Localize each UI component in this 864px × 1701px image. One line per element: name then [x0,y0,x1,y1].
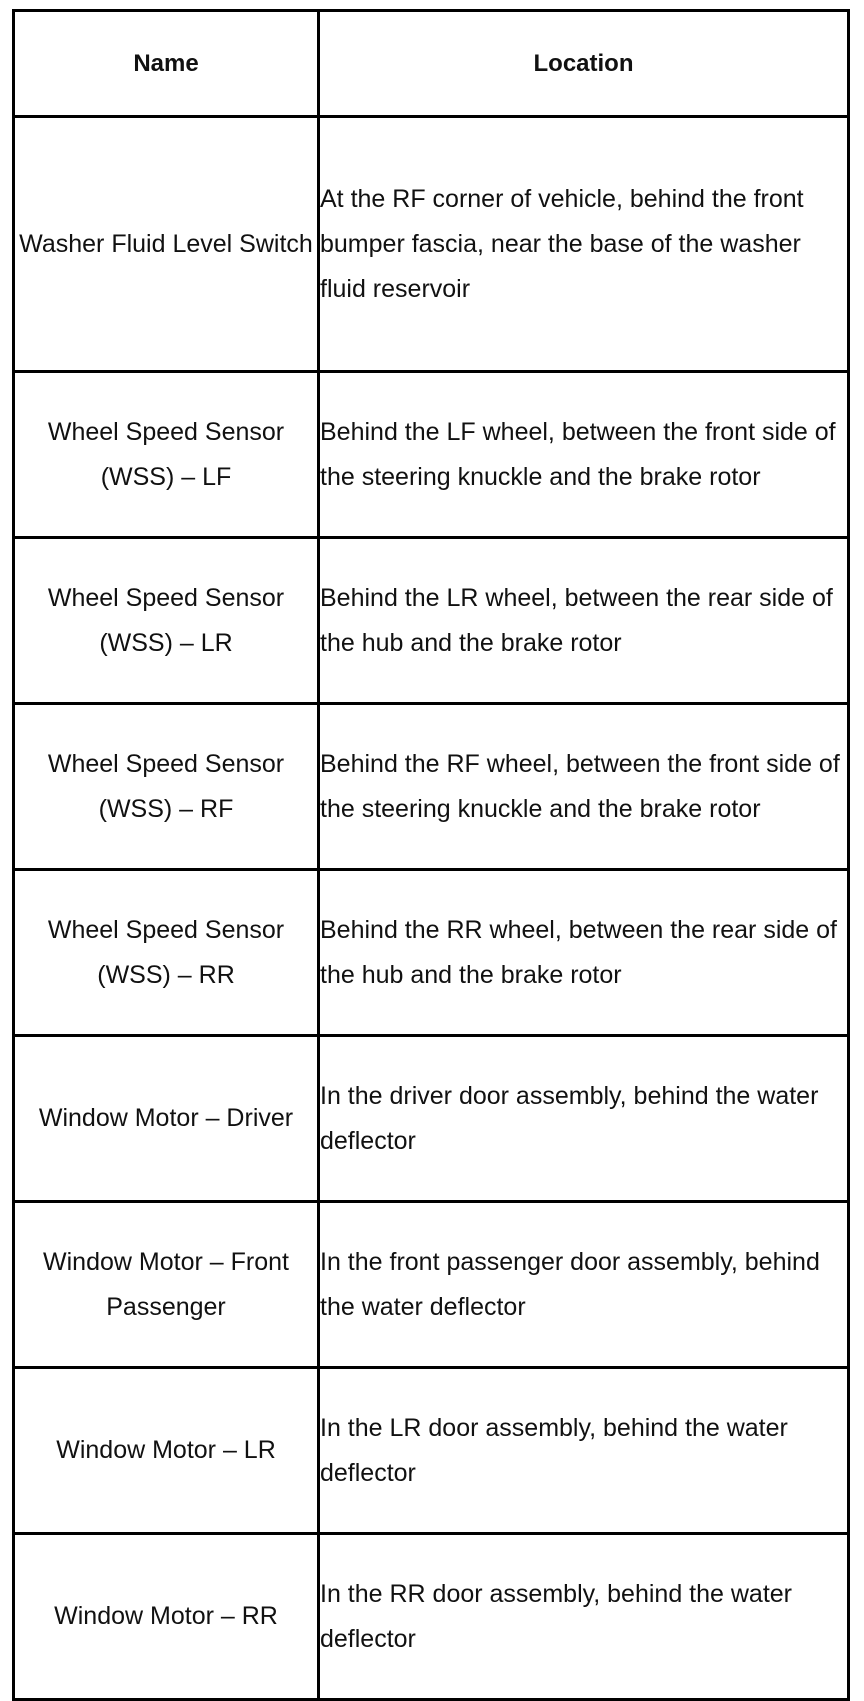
component-location-table [12,9,850,1701]
row-name-cell: Wheel Speed Sensor (WSS) – LF [14,372,319,538]
table-row [14,1368,849,1534]
table-row [14,1036,849,1202]
row-location-cell: Behind the RR wheel, between the rear side of the hub and the brake rotor [319,870,849,1036]
table-row [14,117,849,372]
table-row [14,1534,849,1700]
table-row [14,1202,849,1368]
table-row [14,870,849,1036]
table-row [14,372,849,538]
row-location-cell: In the LR door assembly, behind the water deflector [319,1368,849,1534]
row-location-cell: In the RR door assembly, behind the water deflector [319,1534,849,1700]
row-location-cell: In the driver door assembly, behind the water deflector [319,1036,849,1202]
row-location-cell: Behind the LR wheel, between the rear side of the hub and the brake rotor [319,538,849,704]
row-name-cell: Washer Fluid Level Switch [14,117,319,372]
column-header-name: Name [14,11,319,117]
table-header-row [14,11,849,117]
table-body [14,117,849,1700]
row-name-cell: Window Motor – Driver [14,1036,319,1202]
row-name-cell: Wheel Speed Sensor (WSS) – RF [14,704,319,870]
row-name-cell: Window Motor – LR [14,1368,319,1534]
row-name-cell: Wheel Speed Sensor (WSS) – RR [14,870,319,1036]
table-row [14,704,849,870]
row-name-cell: Window Motor – RR [14,1534,319,1700]
row-location-cell: Behind the RF wheel, between the front side of the steering knuckle and the brake rotor [319,704,849,870]
table-header [14,11,849,117]
row-name-cell: Window Motor – Front Passenger [14,1202,319,1368]
row-location-cell: In the front passenger door assembly, behind the water deflector [319,1202,849,1368]
row-name-cell: Wheel Speed Sensor (WSS) – LR [14,538,319,704]
column-header-location: Location [319,11,849,117]
row-location-cell: Behind the LF wheel, between the front side of the steering knuckle and the brake rotor [319,372,849,538]
table-row [14,538,849,704]
row-location-cell: At the RF corner of vehicle, behind the front bumper fascia, near the base of the washer fluid reservoir [319,117,849,372]
